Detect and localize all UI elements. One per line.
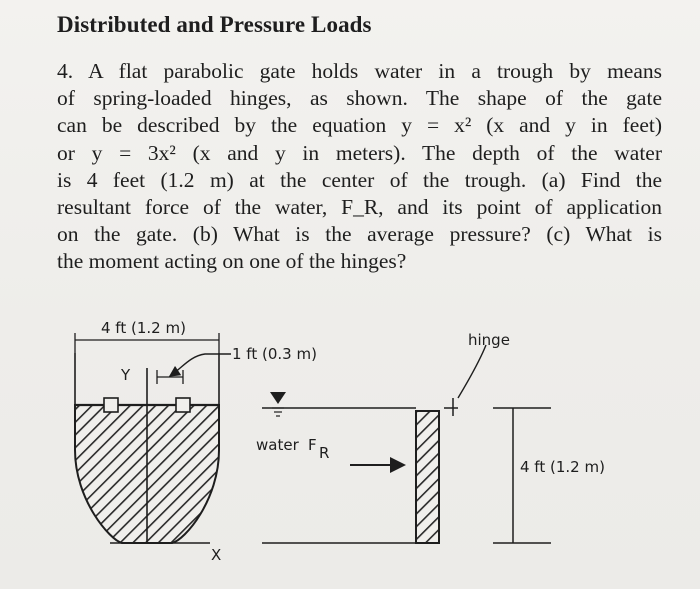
- hinge-square-left: [104, 398, 118, 412]
- water-label: water: [256, 436, 299, 454]
- hinge-offset-label: 1 ft (0.3 m): [232, 345, 317, 363]
- water-level-marker: [270, 392, 286, 404]
- gate-section: [416, 411, 439, 543]
- problem-line: or y = 3x² (x and y in meters). The depth of the water: [57, 140, 662, 165]
- problem-line: can be described by the equation y = x² (x and y in feet): [57, 113, 662, 138]
- x-axis-label: X: [211, 546, 222, 564]
- problem-line: of spring-loaded hinges, as shown. The shape of the gate: [57, 86, 662, 111]
- hinge-leader: [458, 345, 486, 398]
- hinge-offset-leader: [170, 354, 231, 376]
- hinge-square-right: [176, 398, 190, 412]
- problem-line: on the gate. (b) What is the average pressure? (c) What is: [57, 222, 662, 247]
- problem-line: the moment acting on one of the hinges?: [57, 249, 407, 274]
- section-title: Distributed and Pressure Loads: [57, 12, 372, 37]
- y-axis-label: Y: [121, 366, 131, 384]
- problem-line: resultant force of the water, F_R, and its point of application: [57, 195, 662, 220]
- force-subscript: R: [319, 444, 330, 462]
- depth-label: 4 ft (1.2 m): [520, 458, 605, 476]
- force-label: F: [308, 436, 317, 454]
- problem-line: is 4 feet (1.2 m) at the center of the trough. (a) Find the: [57, 167, 662, 192]
- problem-line: 4. A flat parabolic gate holds water in a trough by means: [57, 59, 662, 83]
- hinge-label: hinge: [468, 331, 510, 349]
- width-label: 4 ft (1.2 m): [101, 319, 186, 337]
